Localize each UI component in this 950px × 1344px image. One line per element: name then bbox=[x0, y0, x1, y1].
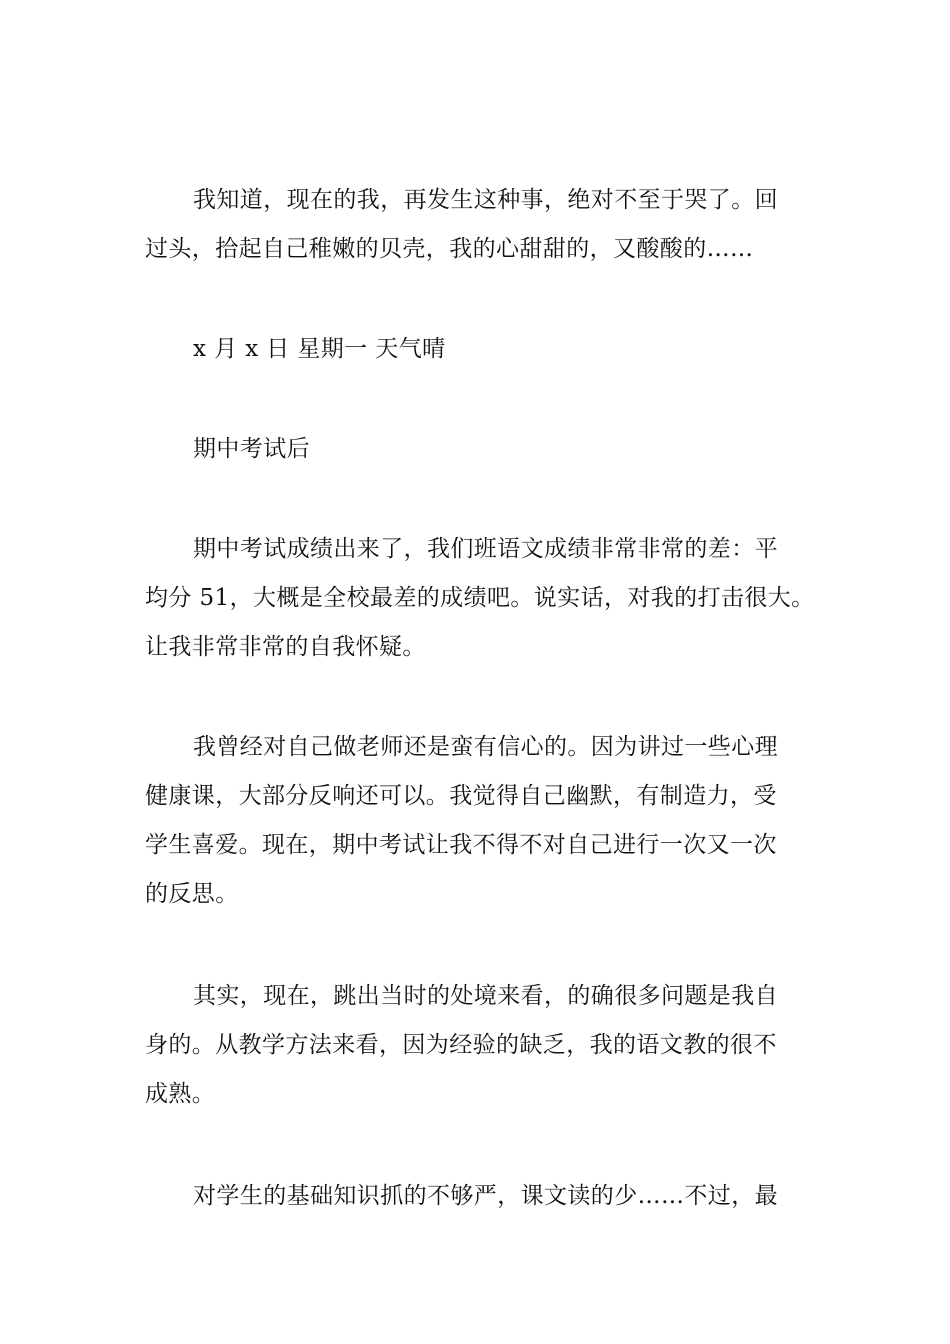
paragraph-line: 我曾经对自己做老师还是蛮有信心的。因为讲过一些心理 bbox=[193, 734, 778, 760]
paragraph-exam-results bbox=[145, 525, 825, 672]
paragraph-line: 我知道，现在的我，再发生这种事，绝对不至于哭了。回 bbox=[193, 187, 778, 213]
paragraph-teaching-problems bbox=[145, 972, 825, 1119]
paragraph-line: 的反思。 bbox=[145, 881, 239, 907]
paragraph-shell-reflection bbox=[145, 176, 825, 274]
paragraph-line: 身的。从教学方法来看，因为经验的缺乏，我的语文教的很不 bbox=[145, 1032, 777, 1058]
paragraph-line: 成熟。 bbox=[145, 1081, 216, 1107]
paragraph-basic-knowledge bbox=[145, 1172, 825, 1221]
paragraph-line: 期中考试成绩出来了，我们班语文成绩非常非常的差：平 bbox=[193, 536, 778, 562]
paragraph-line: 过头，拾起自己稚嫩的贝壳，我的心甜甜的，又酸酸的…… bbox=[145, 236, 754, 262]
section-heading bbox=[145, 425, 825, 474]
paragraph-line: 其实，现在，跳出当时的处境来看，的确很多问题是我自 bbox=[193, 983, 778, 1009]
diary-date-line bbox=[145, 325, 825, 374]
paragraph-line: 均分 51，大概是全校最差的成绩吧。说实话，对我的打击很大。 bbox=[145, 585, 815, 611]
paragraph-line: 学生喜爱。现在，期中考试让我不得不对自己进行一次又一次 bbox=[145, 832, 777, 858]
paragraph-line: 让我非常非常的自我怀疑。 bbox=[145, 634, 426, 660]
paragraph-line: 对学生的基础知识抓的不够严，课文读的少……不过，最 bbox=[193, 1183, 778, 1209]
paragraph-line: 健康课，大部分反响还可以。我觉得自己幽默，有制造力，受 bbox=[145, 783, 777, 809]
paragraph-line: x 月 x 日 星期一 天气晴 bbox=[193, 336, 446, 362]
paragraph-line: 期中考试后 bbox=[193, 436, 310, 462]
paragraph-self-confidence bbox=[145, 723, 825, 919]
